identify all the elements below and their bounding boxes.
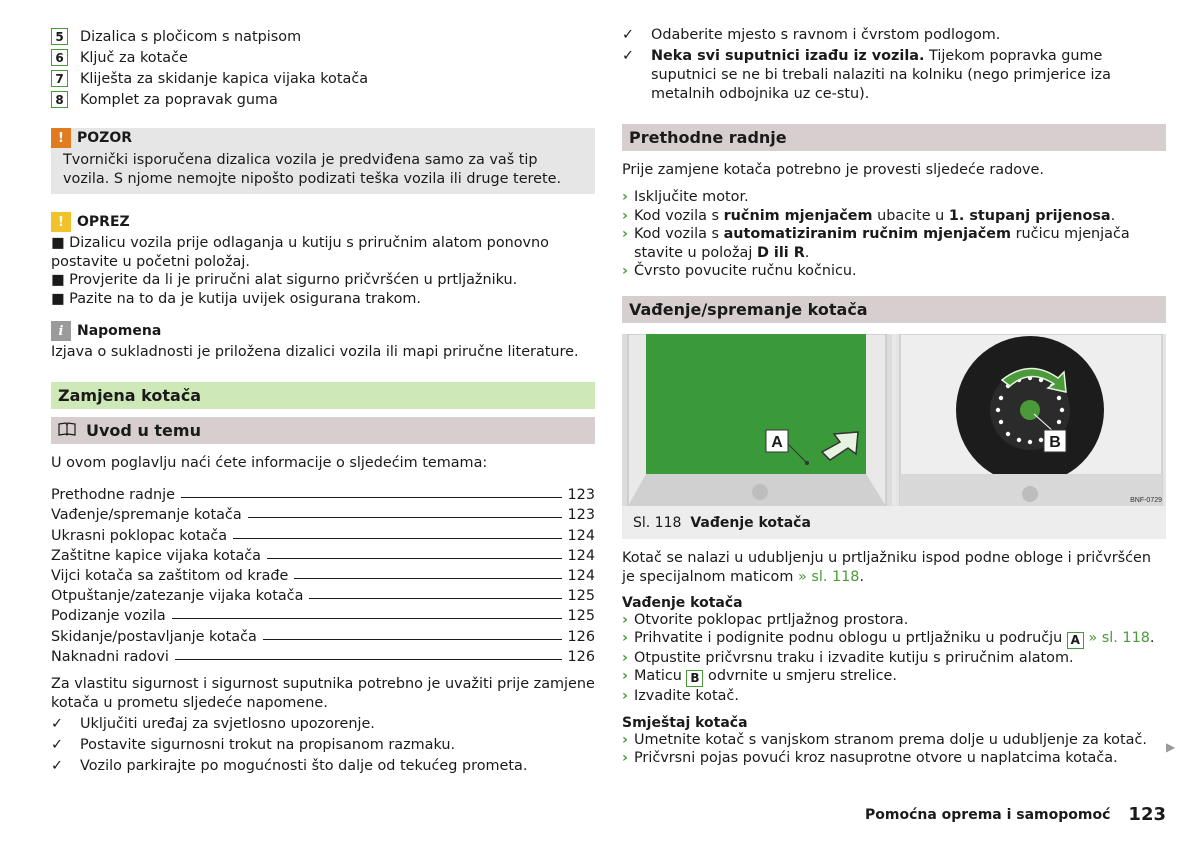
check-item [51, 715, 595, 734]
check-text: Odaberite mjesto s ravnom i čvrstom podlogom. [651, 27, 1001, 43]
caption-title: Vađenje kotača [690, 514, 811, 531]
caution-icon: ! [51, 212, 71, 232]
step-text: Otpustite pričvrsnu traku i izvadite kutiju s priručnim alatom. [634, 649, 1074, 666]
list-item [51, 89, 595, 110]
ref-box-a: A [1067, 632, 1084, 649]
step-text-part: Kod vozila s [634, 207, 724, 224]
arrow-icon: › [622, 668, 628, 685]
arrow-icon: › [622, 630, 628, 646]
toc-label: Otpuštanje/zatezanje vijaka kotača [51, 588, 304, 605]
toc-leader [248, 517, 562, 518]
toc-label: Vijci kotača sa zaštitom od krađe [51, 567, 289, 584]
item-number: 8 [51, 91, 68, 108]
storage-steps [622, 731, 1166, 768]
toc-page: 123 [567, 507, 595, 524]
toc-page: 126 [567, 628, 595, 645]
item-text: Dizalica s pločicom s natpisom [80, 28, 302, 45]
arrow-icon: › [622, 649, 628, 666]
step-text [634, 225, 1166, 262]
safety-text: Za vlastitu sigurnost i sigurnost suputnika potrebno je uvažiti prije zamjene kotača u prometu sljedeće napomene. [51, 675, 595, 711]
intro-title: Uvod u temu [86, 421, 201, 440]
step-text-part: Kod vozila s [634, 226, 724, 242]
toc-label: Naknadni radovi [51, 648, 169, 665]
step-text-part: odvrnite u smjeru strelice. [703, 668, 897, 685]
prep-intro: Prije zamjene kotača potrebno je provesti sljedeće radove. [622, 162, 1044, 178]
removal-text-part: . [859, 568, 865, 585]
step-item [622, 188, 1166, 207]
table-of-contents [51, 483, 595, 665]
numbered-list [51, 26, 595, 110]
step-text-part: ubacite u [872, 207, 949, 224]
arrow-icon: › [622, 226, 628, 242]
check-list [51, 715, 595, 776]
step-text: Isključite motor. [634, 189, 749, 205]
toc-entry[interactable] [51, 624, 595, 644]
step-text-bold: automatiziranim ručnim mjenjačem [723, 226, 1012, 242]
check-item [51, 757, 595, 776]
caution-item: ■ Pazite na to da je kutija uvijek osigurana trakom. [51, 290, 421, 307]
step-text-part: . [1149, 630, 1155, 646]
caution-title: OPREZ [77, 214, 130, 230]
subsection-title: Vađenje kotača [622, 594, 743, 611]
removal-text [622, 549, 1166, 587]
note-text: Izjava o sukladnosti je priložena dizalici vozila ili mapi priručne literature. [51, 344, 579, 360]
toc-entry[interactable] [51, 523, 595, 543]
list-item [51, 47, 595, 68]
toc-leader [294, 578, 561, 579]
toc-page: 124 [567, 567, 595, 584]
check-text: Uključiti uređaj za svjetlosno upozorenje. [80, 715, 375, 732]
warning-icon: ! [51, 128, 71, 148]
check-icon: ✓ [51, 736, 64, 753]
page-footer [865, 804, 1166, 825]
check-text: Postavite sigurnosni trokut na propisanom razmaku. [80, 736, 456, 753]
arrow-icon: › [622, 731, 628, 748]
toc-entry[interactable] [51, 604, 595, 624]
note-title: Napomena [77, 323, 162, 339]
toc-entry[interactable] [51, 584, 595, 604]
figure-caption [633, 515, 811, 531]
book-icon [58, 422, 76, 440]
warning-header [51, 128, 595, 148]
trunk-illustration [622, 334, 1166, 506]
left-column [51, 26, 595, 776]
step-text-part: . [804, 244, 810, 261]
caution-header [51, 212, 595, 232]
check-icon: ✓ [622, 48, 635, 64]
check-text-bold: Neka svi suputnici izađu iz vozila. [651, 48, 925, 64]
step-item [622, 262, 1166, 281]
caption-number: Sl. 118 [633, 514, 682, 531]
step-text-part: ručicu mjenjača stavite u položaj [634, 226, 1130, 261]
toc-leader [172, 618, 562, 619]
item-number: 6 [51, 49, 68, 66]
warning-title: POZOR [77, 130, 132, 146]
toc-page: 125 [567, 608, 595, 625]
check-item [622, 47, 1166, 104]
toc-entry[interactable] [51, 645, 595, 665]
arrow-icon: › [622, 688, 628, 704]
check-text: Vozilo parkirajte po mogućnosti što dalje od tekućeg prometa. [80, 757, 528, 774]
toc-label: Skidanje/postavljanje kotača [51, 628, 257, 645]
figure-label-b: B [1049, 433, 1061, 451]
item-number: 5 [51, 28, 68, 45]
figure-code: BNF-0729 [1130, 496, 1162, 504]
check-item [622, 26, 1166, 45]
step-text: Otvorite poklopac prtljažnog prostora. [634, 611, 909, 628]
step-text: Umetnite kotač s vanjskom stranom prema dolje u udubljenje za kotač. [634, 731, 1147, 748]
check-icon: ✓ [51, 757, 64, 774]
toc-page: 126 [567, 648, 595, 665]
section-title: Zamjena kotača [51, 382, 595, 409]
removal-section-title: Vađenje/spremanje kotača [622, 296, 1166, 323]
check-text-rest: Tijekom popravka gume suputnici se ne bi trebali nalaziti na kolniku (nego primjerice iza metalnih odbojnika uz ce-stu). [651, 48, 1111, 102]
step-item [622, 207, 1166, 226]
step-text [634, 207, 1115, 226]
step-item [622, 731, 1166, 750]
caution-list [51, 234, 595, 308]
right-column [622, 26, 1166, 768]
item-text: Komplet za popravak guma [80, 91, 278, 108]
toc-leader [309, 598, 561, 599]
ref-box-b: B [686, 670, 703, 687]
step-item [622, 687, 1166, 706]
toc-label: Vađenje/spremanje kotača [51, 507, 242, 524]
check-list [622, 26, 1166, 104]
intro-header [51, 417, 595, 444]
step-item [622, 225, 1166, 262]
toc-page: 125 [567, 588, 595, 605]
step-text-bold: D ili R [756, 244, 805, 261]
step-text-part: . [1110, 207, 1116, 224]
warning-text: Tvornički isporučena dizalica vozila je predviđena samo za vaš tip vozila. S njome nemojte nipošto podizati teška vozila ili druge terete. [51, 148, 595, 194]
step-item [622, 611, 1166, 630]
step-text-bold: 1. stupanj prijenosa [948, 207, 1111, 224]
figure-image [622, 334, 1166, 506]
toc-entry[interactable] [51, 483, 595, 503]
step-text: Izvadite kotač. [634, 688, 739, 704]
toc-leader [267, 558, 562, 559]
check-icon: ✓ [51, 715, 64, 732]
step-item [622, 667, 1166, 687]
arrow-icon: › [622, 189, 628, 205]
info-icon: i [51, 321, 71, 341]
toc-leader [233, 538, 561, 539]
footer-title: Pomoćna oprema i samopomoć [864, 806, 1111, 823]
item-text: Ključ za kotače [80, 49, 188, 66]
step-item [622, 749, 1166, 768]
list-item [51, 68, 595, 89]
intro-text: U ovom poglavlju naći ćete informacije o sljedećim temama: [51, 455, 488, 471]
removal-steps [622, 611, 1166, 706]
step-text: Pričvrsni pojas povući kroz nasuprotne otvore u naplatcima kotača. [634, 750, 1118, 766]
arrow-icon: › [622, 750, 628, 766]
removal-text-part: Kotač se nalazi u udubljenju u prtljažniku ispod podne obloge i pričvršćen je specijalnom maticom [622, 549, 1152, 585]
step-item [622, 629, 1166, 649]
caution-item: ■ Provjerite da li je priručni alat sigurno pričvršćen u prtljažniku. [51, 272, 518, 288]
step-text-bold: ručnim mjenjačem [723, 207, 873, 224]
caution-item: ■ Dizalicu vozila prije odlaganja u kutiju s priručnim alatom ponovno postavite u početni položaj. [51, 235, 549, 270]
note-header [51, 321, 595, 341]
item-number: 7 [51, 70, 68, 87]
toc-leader [175, 659, 562, 660]
step-text [634, 629, 1154, 649]
prep-steps [622, 188, 1166, 281]
toc-label: Zaštitne kapice vijaka kotača [51, 547, 261, 564]
toc-entry[interactable] [51, 564, 595, 584]
step-text [634, 667, 897, 687]
check-icon: ✓ [622, 27, 635, 43]
step-text-part: Prihvatite i podignite podnu oblogu u prtljažniku u području [634, 630, 1067, 646]
toc-page: 124 [567, 547, 595, 564]
arrow-icon: › [622, 611, 628, 628]
toc-label: Prethodne radnje [51, 487, 175, 504]
toc-leader [181, 497, 562, 498]
list-item [51, 26, 595, 47]
item-text: Kliješta za skidanje kapica vijaka kotača [80, 70, 369, 87]
toc-entry[interactable] [51, 544, 595, 564]
page-number: 123 [1128, 804, 1166, 825]
arrow-icon: › [622, 207, 628, 224]
figure-link[interactable]: » sl. 118 [1083, 630, 1150, 646]
prep-section-title: Prethodne radnje [622, 124, 1166, 151]
figure-link[interactable]: » sl. 118 [797, 568, 860, 585]
arrow-icon: › [622, 263, 628, 279]
toc-label: Ukrasni poklopac kotača [51, 527, 228, 544]
toc-leader [263, 639, 562, 640]
toc-page: 124 [567, 527, 595, 544]
figure-118 [622, 334, 1166, 539]
figure-label-a: A [771, 433, 783, 451]
toc-page: 123 [567, 487, 595, 504]
step-text-part: Maticu [634, 668, 687, 685]
check-text [651, 47, 1166, 104]
toc-entry[interactable] [51, 503, 595, 523]
check-item [51, 736, 595, 755]
subsection-title: Smještaj kotača [622, 714, 748, 731]
toc-label: Podizanje vozila [51, 608, 166, 625]
next-page-icon[interactable]: ▶ [1166, 740, 1176, 754]
step-text: Čvrsto povucite ručnu kočnicu. [634, 263, 857, 279]
step-item [622, 649, 1166, 668]
